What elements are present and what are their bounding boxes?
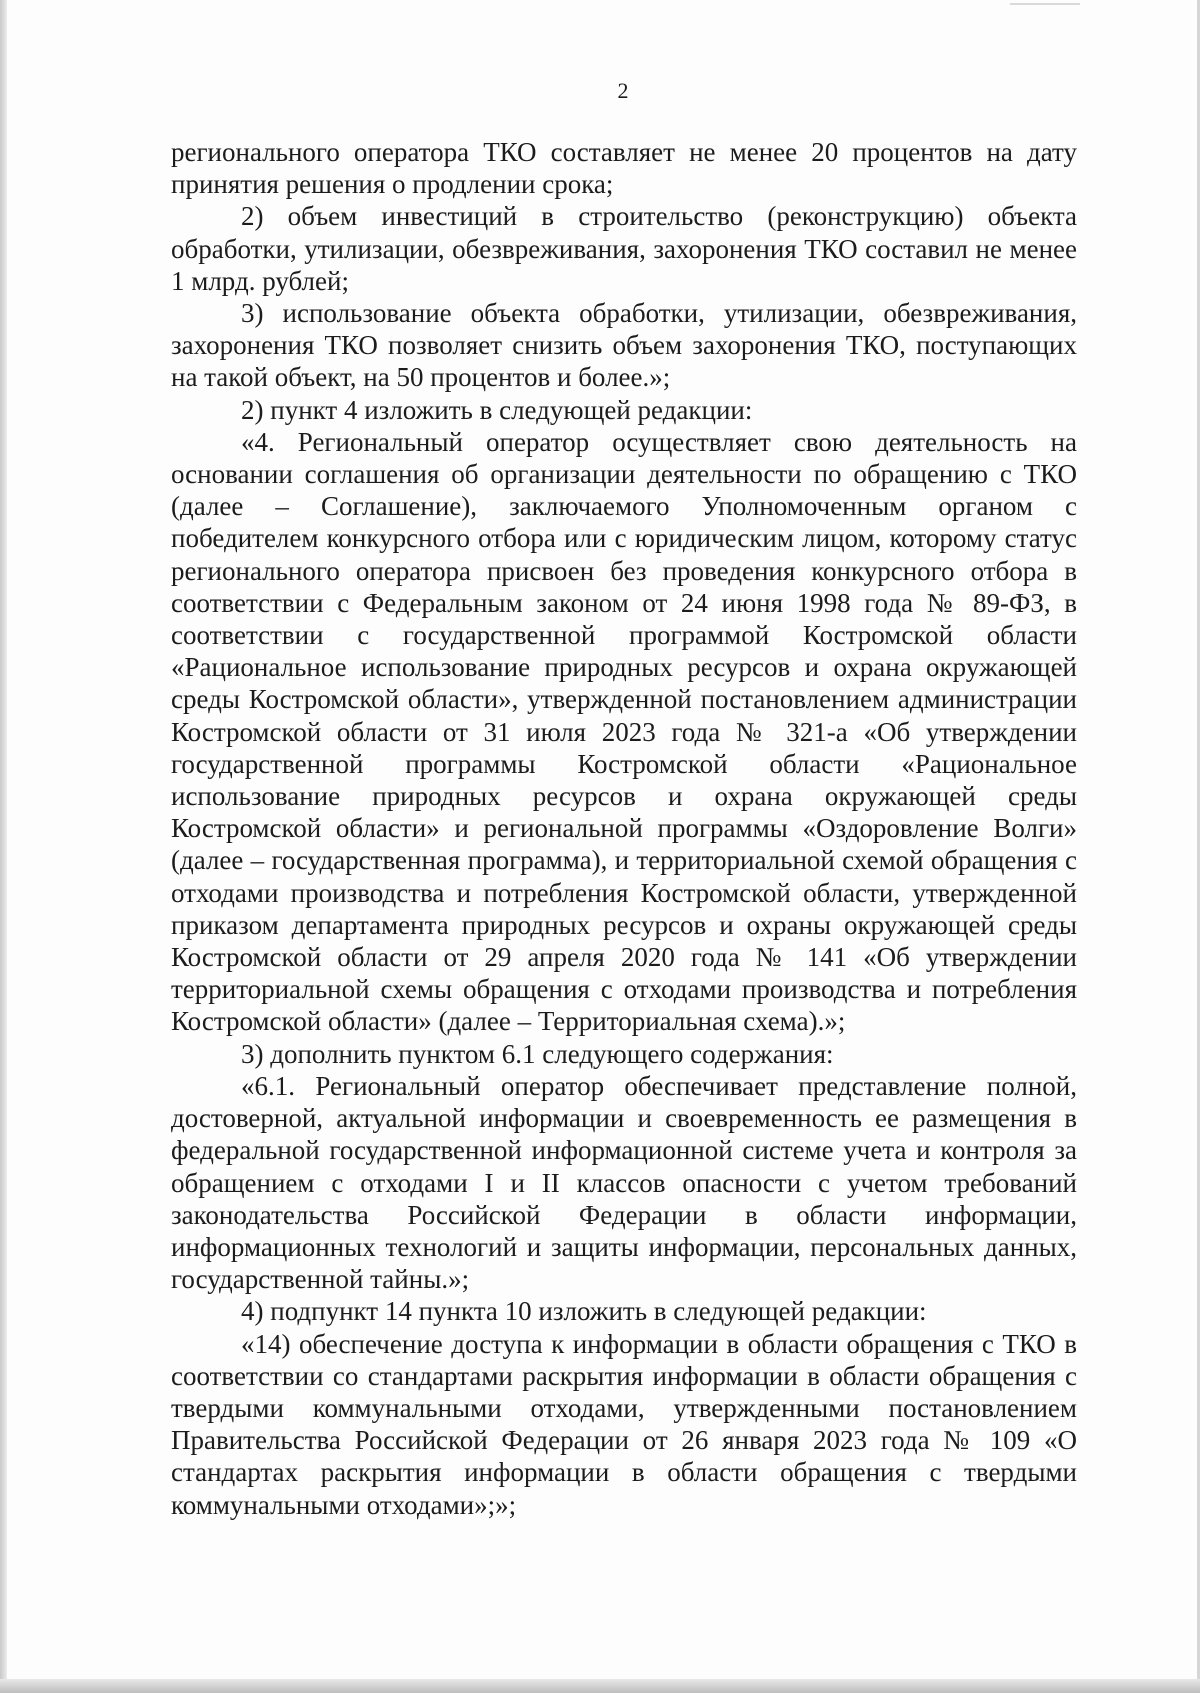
page-number: 2	[617, 78, 629, 103]
scan-left-edge	[0, 0, 7, 1693]
paragraph-clause-6-1: «6.1. Региональный оператор обеспечивает представление полной, достоверной, актуальной информации и своевременность ее размещения в федеральной государственной информационной системе учета и контроля за обращением с отходами I и II классов опасности с учетом требований законодательства Российской Федерации в области информации, информационных технологий и защиты информации, персональных данных, государственной тайны.»;	[171, 1070, 1077, 1295]
scan-bottom-edge	[0, 1679, 1200, 1693]
paragraph-subclause-14: «14) обеспечение доступа к информации в области обращения с ТКО в соответствии со стандартами раскрытия информации в области обращения с твердыми коммунальными отходами, утвержденными постановлением Правительства Российской Федерации от 26 января 2023 года № 109 «О стандартах раскрытия информации в области обращения с твердыми коммунальными отходами»;»;	[171, 1328, 1077, 1520]
scan-top-mark	[1010, 3, 1080, 5]
paragraph-item-2-investments: 2) объем инвестиций в строительство (реконструкцию) объекта обработки, утилизации, обезвреживания, захоронения ТКО составил не менее 1 млрд. рублей;	[171, 201, 1077, 296]
paragraph-amendment-2: 2) пункт 4 изложить в следующей редакции:	[241, 394, 753, 425]
document-body	[171, 136, 1077, 1521]
paragraph-clause-4: «4. Региональный оператор осуществляет свою деятельность на основании соглашения об организации деятельности по обращению с ТКО (далее – Соглашение), заключаемого Уполномоченным органом с победителем конкурсного отбора или с юридическим лицом, которому статус регионального оператора присвоен без проведения конкурсного отбора в соответствии с Федеральным законом от 24 июня 1998 года № 89-ФЗ, в соответствии с государственной программой Костромской области «Рациональное использование природных ресурсов и охрана окружающей среды Костромской области», утвержденной постановлением администрации Костромской области от 31 июля 2023 года № 321-а «Об утверждении государственной программы Костромской области «Рациональное использование природных ресурсов и охрана окружающей среды Костромской области» и региональной программы «Оздоровление Волги» (далее – государственная программа), и территориальной схемой обращения с отходами производства и потребления Костромской области, утвержденной приказом департамента природных ресурсов и охраны окружающей среды Костромской области от 29 апреля 2020 года № 141 «Об утверждении территориальной схемы обращения с отходами производства и потребления Костромской области» (далее – Территориальная схема).»;	[171, 426, 1077, 1037]
paragraph-continuation: регионального оператора ТКО составляет не менее 20 процентов на дату принятия решения о продлении срока;	[171, 137, 1077, 200]
paragraph-amendment-3: 3) дополнить пунктом 6.1 следующего содержания:	[241, 1038, 834, 1069]
paragraph-amendment-4: 4) подпункт 14 пункта 10 изложить в следующей редакции:	[241, 1296, 927, 1327]
paragraph-item-3-usage: 3) использование объекта обработки, утилизации, обезвреживания, захоронения ТКО позволяет снизить объем захоронения ТКО, поступающих на такой объект, на 50 процентов и более.»;	[171, 298, 1077, 393]
